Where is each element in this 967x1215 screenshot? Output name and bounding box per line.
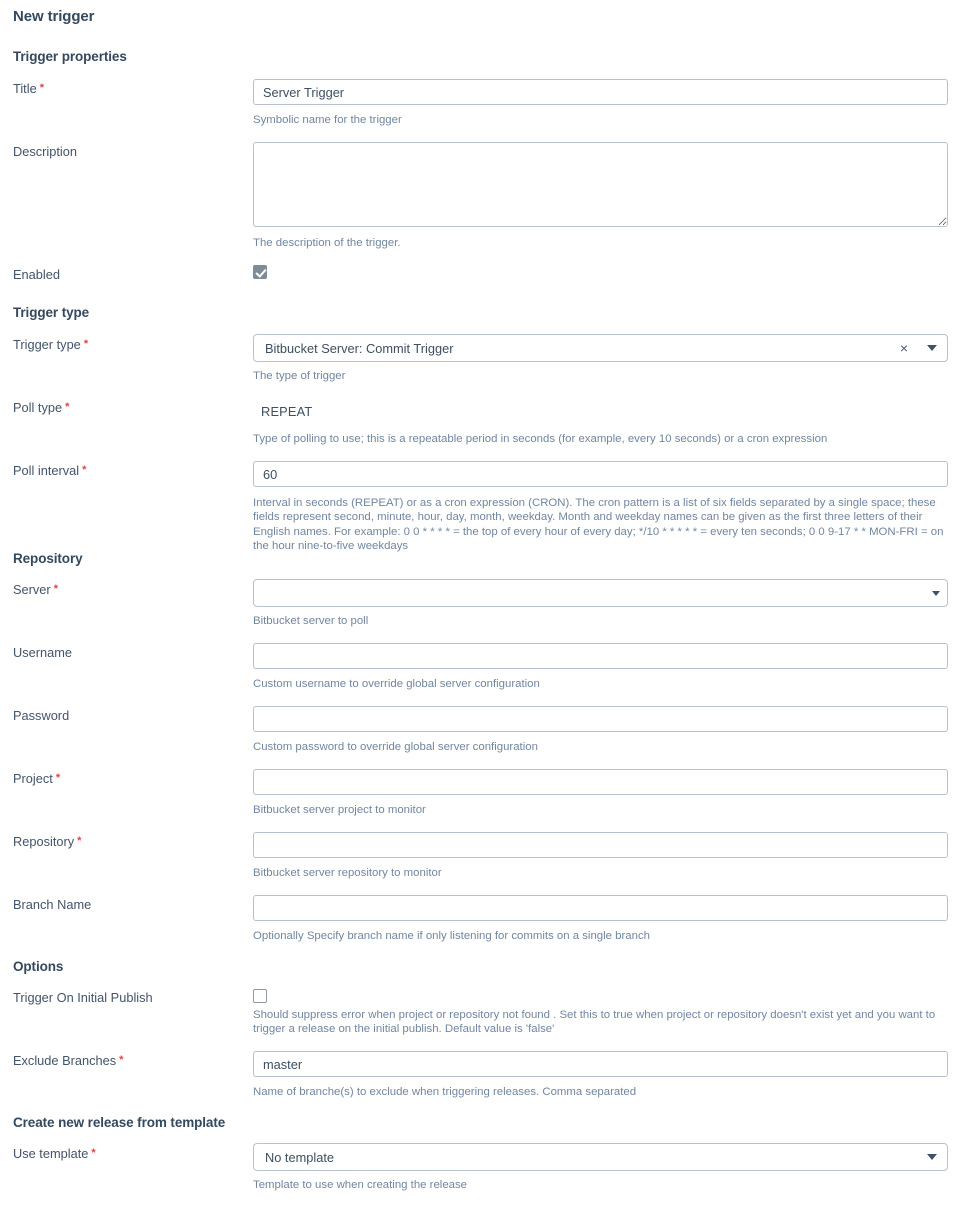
use-template-select[interactable] (253, 1143, 948, 1171)
enabled-checkbox[interactable] (253, 265, 267, 279)
help-repository: Bitbucket server repository to monitor (253, 867, 442, 879)
help-poll-type: Type of polling to use; this is a repeatable period in seconds (for example, every 10 seconds) or a cron expression (253, 433, 828, 445)
label-trigger-on-initial-publish-text: Trigger On Initial Publish (13, 990, 153, 1005)
help-branch-name: Optionally Specify branch name if only listening for commits on a single branch (253, 930, 650, 942)
label-poll-type (13, 400, 69, 415)
label-trigger-type-text: Trigger type (13, 337, 81, 352)
label-enabled (13, 267, 60, 282)
help-trigger-on-initial-publish: Should suppress error when project or repository not found . Set this to true when project or repository doesn't exist yet and you want to trigger a release on the initial publish. Default value is 'false' (253, 1009, 936, 1036)
label-password (13, 708, 69, 723)
username-input[interactable] (253, 643, 948, 669)
label-use-template (13, 1146, 96, 1161)
section-heading-options: Options (13, 959, 64, 974)
help-use-template: Template to use when creating the release (253, 1179, 468, 1191)
page-title: New trigger (13, 8, 95, 25)
label-server-text: Server (13, 582, 51, 597)
title-input[interactable] (253, 79, 948, 105)
help-description: The description of the trigger. (253, 237, 401, 249)
trigger-on-initial-publish-checkbox[interactable] (253, 989, 267, 1003)
section-heading-trigger-type: Trigger type (13, 305, 90, 320)
label-description-text: Description (13, 144, 78, 159)
label-poll-interval (13, 463, 86, 478)
label-repository-text: Repository (13, 834, 75, 849)
help-exclude-branches: Name of branche(s) to exclude when triggering releases. Comma separated (253, 1086, 637, 1098)
section-heading-repository: Repository (13, 551, 83, 566)
required-marker: * (55, 772, 61, 784)
chevron-down-icon[interactable] (917, 345, 947, 351)
label-trigger-on-initial-publish (13, 990, 153, 1005)
help-trigger-type: The type of trigger (253, 370, 346, 382)
help-poll-interval: Interval in seconds (REPEAT) or as a cron expression (CRON). The cron pattern is a list of six fields separated by a single space; these fields represent second, minute, hour, day, month, weekday. Month and weekday names can be given as the first three letters of their English names. For example: 0 0 * * * * = the top of every hour of every day; */10 * * * * * = every ten seconds; 0 0 9-17 * * MON-FRI = on the hour nine-to-five weekdays (253, 497, 944, 553)
label-description (13, 144, 77, 159)
required-marker: * (39, 82, 44, 94)
exclude-branches-input[interactable] (253, 1051, 948, 1077)
chevron-down-icon[interactable] (925, 591, 947, 596)
label-exclude-branches (13, 1053, 123, 1068)
description-textarea[interactable] (253, 142, 948, 227)
help-project: Bitbucket server project to monitor (253, 804, 426, 816)
label-password-text: Password (13, 708, 70, 723)
password-input[interactable] (253, 706, 948, 732)
required-marker: * (91, 1147, 96, 1159)
label-enabled-text: Enabled (13, 267, 60, 282)
label-poll-interval-text: Poll interval (13, 463, 80, 478)
label-repository (13, 834, 81, 849)
label-exclude-branches-text: Exclude Branches (13, 1053, 117, 1068)
section-heading-create-from-template: Create new release from template (13, 1115, 226, 1130)
label-branch-name (13, 897, 91, 912)
label-branch-name-text: Branch Name (13, 897, 92, 912)
trigger-type-select[interactable] (253, 334, 948, 362)
label-project (13, 771, 60, 786)
required-marker: * (77, 835, 82, 847)
help-password: Custom password to override global server configuration (253, 741, 538, 753)
required-marker: * (65, 401, 70, 413)
label-trigger-type (13, 337, 88, 352)
label-title-text: Title (13, 81, 37, 96)
help-title: Symbolic name for the trigger (253, 114, 402, 126)
section-heading-trigger-properties: Trigger properties (13, 49, 127, 64)
label-project-text: Project (13, 771, 53, 786)
label-use-template-text: Use template (13, 1146, 89, 1161)
label-username (13, 645, 72, 660)
label-server (13, 582, 58, 597)
required-marker: * (83, 338, 89, 350)
branch-name-input[interactable] (253, 895, 948, 921)
server-select[interactable] (253, 579, 948, 607)
required-marker: * (53, 583, 58, 595)
required-marker: * (82, 464, 87, 476)
label-poll-type-text: Poll type (13, 400, 63, 415)
label-title (13, 81, 44, 96)
chevron-down-icon[interactable] (917, 1154, 947, 1160)
repository-input[interactable] (253, 832, 948, 858)
help-username: Custom username to override global server configuration (253, 678, 540, 690)
poll-type-value: REPEAT (261, 404, 313, 419)
trigger-type-value: Bitbucket Server: Commit Trigger (265, 340, 454, 356)
use-template-value: No template (265, 1149, 334, 1165)
help-server: Bitbucket server to poll (253, 615, 369, 627)
poll-interval-input[interactable] (253, 461, 948, 487)
label-username-text: Username (13, 645, 73, 660)
project-input[interactable] (253, 769, 948, 795)
close-icon[interactable]: × (899, 340, 909, 356)
required-marker: * (119, 1054, 124, 1066)
